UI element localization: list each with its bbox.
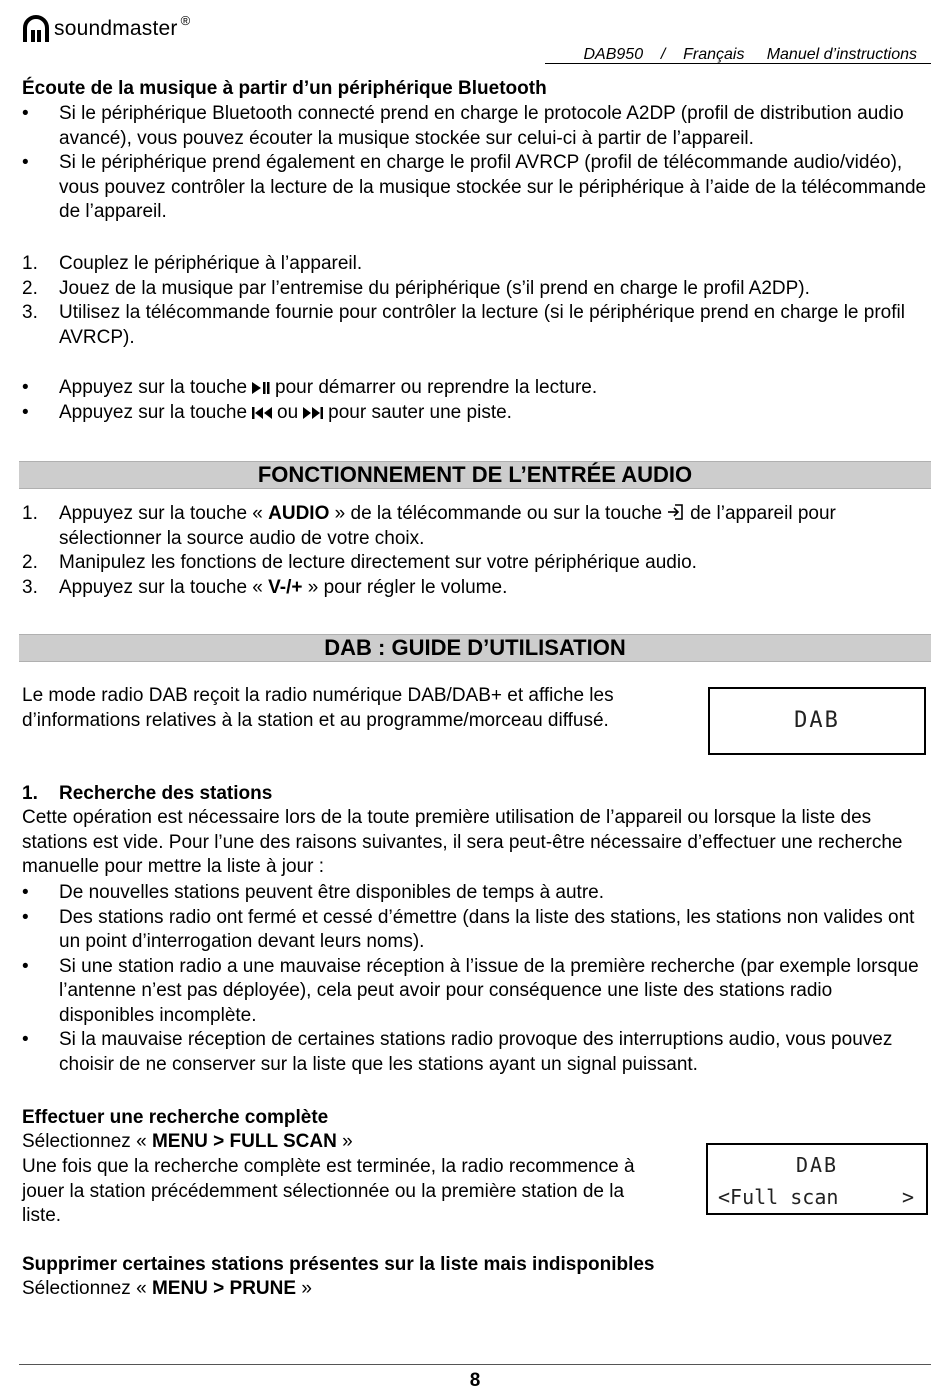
brand-name: soundmaster <box>54 16 178 40</box>
registered-mark: ® <box>180 12 191 28</box>
lcd-text: DAB <box>795 1153 839 1177</box>
list-item: • Si la mauvaise réception de certaines stations radio provoque des interruptions audio, vous pouvez choisir de ne conserver sur la liste que les stations ayant un signal puissant. <box>22 1028 927 1077</box>
list-item: • De nouvelles stations peuvent être disponibles de temps à autre. <box>22 881 927 906</box>
prune-select: Sélectionnez « MENU > PRUNE » <box>22 1278 312 1299</box>
header-rule <box>545 63 931 64</box>
brand-logo <box>22 12 190 46</box>
lcd-text: > <box>901 1185 914 1209</box>
list-item: • Appuyez sur la touche pour démarrer ou reprendre la lecture. <box>22 376 927 401</box>
full-scan-select: Sélectionnez « MENU > FULL SCAN » <box>22 1131 353 1152</box>
search-paragraph: Cette opération est nécessaire lors de la toute première utilisation de l’appareil ou lorsque la liste des stations est vide. Pour l’une des raisons suivantes, il sera peut-être nécessaire d’effectuer une recherche manuelle pour mettre la liste à jour : <box>22 807 903 877</box>
dab-intro: Le mode radio DAB reçoit la radio numérique DAB/DAB+ et affiche les d’informations relatives à la station et au programme/morceau diffusé. <box>22 685 614 731</box>
soundmaster-logo-icon <box>22 14 50 44</box>
list-item: 1. Couplez le périphérique à l’appareil. <box>22 253 363 274</box>
source-input-icon <box>666 503 686 521</box>
model-label: DAB950 <box>583 46 644 63</box>
prune-heading: Supprimer certaines stations présentes sur la liste mais indisponibles <box>22 1254 655 1275</box>
list-item: 3. Appuyez sur la touche « V-/+ » pour régler le volume. <box>22 576 508 598</box>
skip-next-icon <box>302 406 324 420</box>
lcd-text: <Full scan <box>718 1185 839 1209</box>
lcd-display-dab <box>708 687 926 755</box>
language-label: Français <box>683 46 745 63</box>
bluetooth-bullets <box>22 102 927 225</box>
list-item: • Si une station radio a une mauvaise réception à l’issue de la première recherche (par exemple lorsque l’antenne n’est pas déployée), cela peut avoir pour conséquence une liste des stations radio disponibles incomplète. <box>22 955 927 1029</box>
search-bullets <box>22 881 927 1077</box>
skip-previous-icon <box>251 406 273 420</box>
list-item: 2. Jouez de la musique par l’entremise du périphérique (s’il prend en charge le profil A2DP). <box>22 277 810 299</box>
list-item: • Si le périphérique prend également en charge le profil AVRCP (profil de télécommande audio/vidéo), vous pouvez contrôler la lecture de la musique stockée sur le périphérique à l’aide de la télécommande de l’appareil. <box>22 151 927 225</box>
audio-section-band: FONCTIONNEMENT DE L’ENTRÉE AUDIO <box>19 461 931 489</box>
list-item: 1. Appuyez sur la touche « AUDIO » de la télécommande ou sur la touche de l’appareil pour sélectionner la source audio de votre choix. <box>22 503 836 549</box>
full-scan-heading: Effectuer une recherche complète <box>22 1107 329 1128</box>
play-pause-icon <box>251 381 271 395</box>
key-bullets <box>22 376 927 425</box>
list-item: 3. Utilisez la télécommande fournie pour contrôler la lecture (si le périphérique prend en charge le profil AVRCP). <box>22 302 905 348</box>
footer-rule <box>19 1364 931 1365</box>
menu-path: MENU > FULL SCAN <box>151 1131 337 1152</box>
full-scan-paragraph: Une fois que la recherche complète est terminée, la radio recommence à jouer la station précédemment sélectionnée ou la première station de la liste. <box>22 1156 635 1226</box>
bluetooth-title: Écoute de la musique à partir d’un périphérique Bluetooth <box>22 78 547 99</box>
audio-steps <box>22 502 927 600</box>
bluetooth-steps <box>22 252 927 350</box>
doc-title: Manuel d’instructions <box>766 46 917 63</box>
lcd-text: DAB <box>794 708 840 733</box>
list-item: • Si le périphérique Bluetooth connecté prend en charge le protocole A2DP (profil de distribution audio avancé), vous pouvez écouter la musique stockée sur celui-ci à partir de l’appareil. <box>22 102 927 151</box>
header-separator: / <box>660 46 666 63</box>
key-label: V-/+ <box>268 576 303 598</box>
list-item: 2. Manipulez les fonctions de lecture directement sur votre périphérique audio. <box>22 552 697 573</box>
search-heading: 1. Recherche des stations <box>22 783 273 804</box>
lcd-display-full-scan <box>706 1143 928 1215</box>
dab-section-band: DAB : GUIDE D’UTILISATION <box>19 634 931 662</box>
list-item: • Des stations radio ont fermé et cessé d’émettre (dans la liste des stations, les stations non valides ont un point d’interrogation devant leurs noms). <box>22 906 927 955</box>
key-label: AUDIO <box>268 503 330 524</box>
menu-path: MENU > PRUNE <box>151 1278 297 1299</box>
page-number: 8 <box>469 1370 481 1391</box>
list-item: • Appuyez sur la touche ou pour sauter une piste. <box>22 401 927 426</box>
